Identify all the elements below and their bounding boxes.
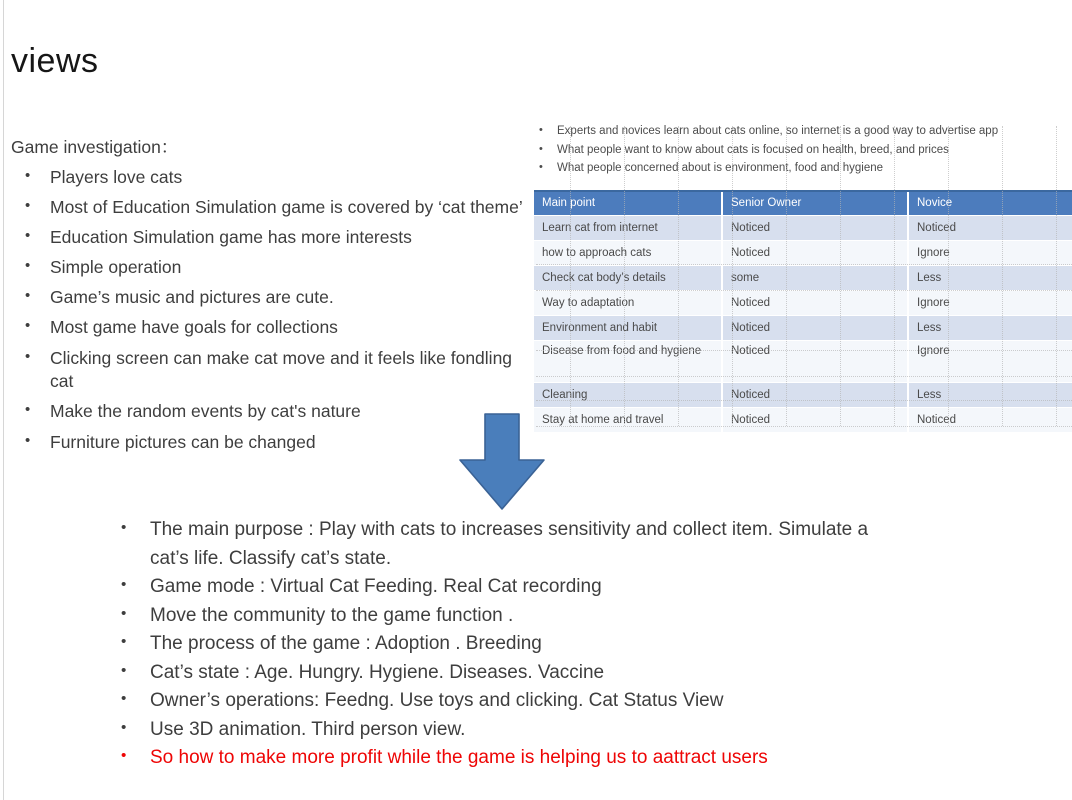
table-cell: Way to adaptation <box>534 291 722 316</box>
table-row <box>534 341 1072 383</box>
list-item <box>11 400 527 424</box>
table-cell: Ignore <box>908 241 1072 266</box>
table-cell: Ignore <box>908 341 1072 383</box>
list-item-text: Game’s music and pictures are cute. <box>50 287 334 308</box>
list-item <box>108 516 910 573</box>
table-header-row <box>534 191 1072 216</box>
table-row <box>534 316 1072 341</box>
table-cell: how to approach cats <box>534 241 722 266</box>
table-row <box>534 241 1072 266</box>
list-item-text: Most game have goals for collections <box>50 317 338 338</box>
table-cell: Check cat body’s details <box>534 266 722 291</box>
list-item <box>536 122 1072 141</box>
list-item-text: Use 3D animation. Third person view. <box>150 718 466 740</box>
bullet-icon: • <box>25 198 31 215</box>
bullet-icon: • <box>121 576 127 593</box>
table-cell: Noticed <box>908 408 1072 433</box>
list-item-text: What people concerned about is environment, food and hygiene <box>557 162 884 175</box>
table-cell: Noticed <box>908 216 1072 241</box>
slide-title: views <box>11 42 99 80</box>
table-row <box>534 383 1072 408</box>
list-item <box>108 687 910 716</box>
bullet-icon: • <box>121 718 127 736</box>
table-row <box>534 216 1072 241</box>
bullet-icon: • <box>25 228 31 245</box>
bullet-icon: • <box>25 168 31 184</box>
list-item <box>108 602 910 631</box>
list-item-text: Experts and novices learn about cats online, so internet is a good way to advertise app <box>557 125 999 137</box>
list-item <box>108 744 910 773</box>
column-header: Main point <box>534 191 722 216</box>
left-section-heading: Game investigation： <box>11 137 179 157</box>
table-cell: Noticed <box>722 316 908 341</box>
list-item <box>108 716 910 745</box>
bullet-icon: • <box>121 604 127 622</box>
table-cell: Noticed <box>722 216 908 241</box>
bullet-icon: • <box>539 124 543 136</box>
list-item-text: The main purpose : Play with cats to increases sensitivity and collect item. Simulate a cat’s life. Classify cat’s state. <box>150 519 869 569</box>
table-cell: Ignore <box>908 291 1072 316</box>
list-item-text: So how to make more profit while the game is helping us to aattract users <box>150 747 768 768</box>
down-arrow-icon <box>459 413 545 510</box>
bullet-icon: • <box>539 161 543 174</box>
table-cell: Noticed <box>722 291 908 316</box>
list-item <box>11 431 527 455</box>
list-item-text: Education Simulation game has more interests <box>50 227 412 248</box>
list-item-text: The process of the game : Adoption . Breeding <box>150 633 542 654</box>
list-item <box>536 159 1072 178</box>
bullet-icon: • <box>25 432 31 449</box>
table-cell: Less <box>908 266 1072 291</box>
bullet-icon: • <box>121 519 127 536</box>
list-item <box>108 659 910 688</box>
table-cell: Noticed <box>722 241 908 266</box>
investigation-table <box>534 190 1072 432</box>
list-item <box>536 141 1072 160</box>
list-item <box>11 316 527 340</box>
bullet-icon: • <box>25 348 31 365</box>
list-item-text: Cat’s state : Age. Hungry. Hygiene. Diseases. Vaccine <box>150 661 605 683</box>
bullet-icon: • <box>25 258 31 275</box>
table-cell: Learn cat from internet <box>534 216 722 241</box>
table-cell: Less <box>908 383 1072 408</box>
list-item-text: What people want to know about cats is focused on health, breed, and prices <box>557 143 949 156</box>
list-item <box>11 256 527 280</box>
bullet-icon: • <box>121 747 127 764</box>
table-cell: Less <box>908 316 1072 341</box>
table-row <box>534 408 1072 433</box>
table-cell: Disease from food and hygiene <box>534 341 722 383</box>
bullet-icon: • <box>539 142 543 155</box>
list-item <box>11 286 527 310</box>
list-item-text: Game mode : Virtual Cat Feeding. Real Cat recording <box>150 576 602 597</box>
table-cell: Stay at home and travel <box>534 408 722 433</box>
list-item-text: Owner’s operations: Feedng. Use toys and clicking. Cat Status View <box>150 690 724 711</box>
table-row <box>534 266 1072 291</box>
bullet-icon: • <box>121 690 127 707</box>
list-item-text: Move the community to the game function . <box>150 604 514 626</box>
list-item <box>11 226 527 250</box>
list-item <box>11 196 527 220</box>
right-bullet-list <box>536 122 1072 178</box>
bullet-icon: • <box>25 318 31 335</box>
table-cell: Noticed <box>722 341 908 383</box>
bullet-icon: • <box>25 288 31 305</box>
left-bullet-list <box>11 166 527 461</box>
list-item <box>108 573 910 602</box>
table-row <box>534 291 1072 316</box>
table-cell: Noticed <box>722 408 908 433</box>
list-item-text: Make the random events by cat's nature <box>50 401 361 422</box>
bullet-icon: • <box>121 633 127 650</box>
column-header: Novice <box>908 191 1072 216</box>
list-item-text: Players love cats <box>50 167 183 187</box>
table-cell: Noticed <box>722 383 908 408</box>
slide-edge-line <box>3 0 4 800</box>
bullet-icon: • <box>121 661 127 679</box>
list-item <box>11 166 527 190</box>
column-header: Senior Owner <box>722 191 908 216</box>
list-item-text: Most of Education Simulation game is covered by ‘cat theme’ <box>50 197 523 218</box>
list-item-text: Clicking screen can make cat move and it feels like fondling cat <box>50 347 513 392</box>
table-cell: Cleaning <box>534 383 722 408</box>
list-item <box>108 630 910 659</box>
list-item-text: Simple operation <box>50 257 182 278</box>
list-item-text: Furniture pictures can be changed <box>50 431 316 452</box>
table-cell: Environment and habit <box>534 316 722 341</box>
summary-bullet-list <box>108 516 910 773</box>
bullet-icon: • <box>25 402 31 419</box>
table-cell: some <box>722 266 908 291</box>
list-item <box>11 347 527 395</box>
